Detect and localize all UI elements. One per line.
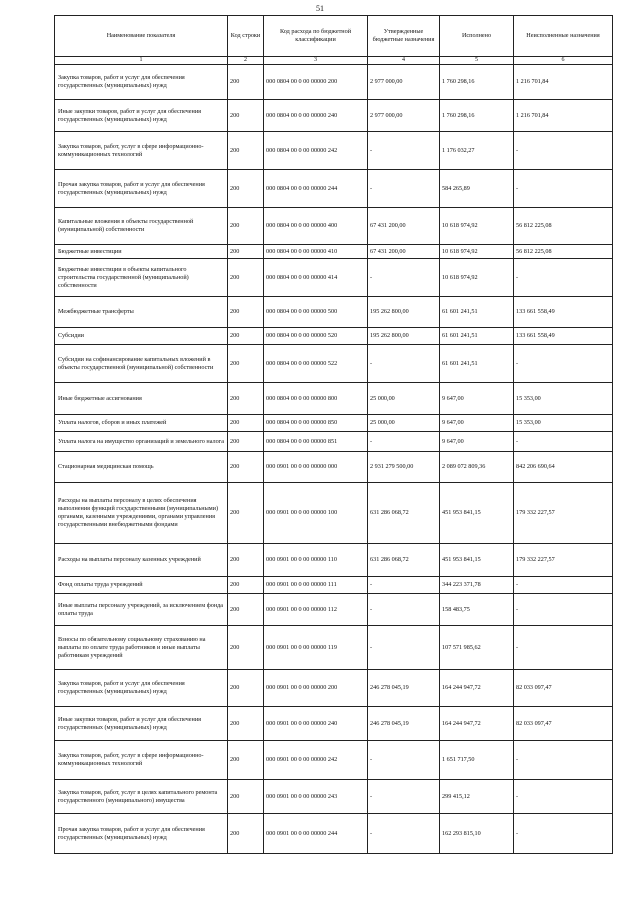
row-executed: 162 293 815,10 [440, 814, 514, 854]
row-name: Иные бюджетные ассигнования [55, 383, 228, 415]
row-remaining: 842 206 690,64 [514, 452, 613, 483]
table-row [55, 594, 613, 626]
column-number: 2 [228, 57, 264, 65]
table-row [55, 814, 613, 854]
row-budget-code: 000 0901 00 0 00 00000 243 [264, 780, 368, 814]
table-row [55, 670, 613, 707]
row-executed: 10 618 974,92 [440, 245, 514, 259]
row-line-code: 200 [228, 452, 264, 483]
table-row [55, 245, 613, 259]
table-row [55, 100, 613, 132]
row-approved: 246 278 045,19 [368, 670, 440, 707]
table-row [55, 741, 613, 780]
row-budget-code: 000 0804 00 0 00 00000 242 [264, 132, 368, 170]
row-remaining: - [514, 170, 613, 208]
row-name: Уплата налога на имущество организаций и земельного налога [55, 432, 228, 452]
row-executed: 1 760 298,16 [440, 65, 514, 100]
table-row [55, 483, 613, 544]
row-approved: - [368, 170, 440, 208]
row-executed: 158 483,75 [440, 594, 514, 626]
row-line-code: 200 [228, 483, 264, 544]
row-name: Капитальные вложения в объекты государственной (муниципальной) собственности [55, 208, 228, 245]
row-budget-code: 000 0804 00 0 00 00000 851 [264, 432, 368, 452]
row-line-code: 200 [228, 594, 264, 626]
row-line-code: 200 [228, 432, 264, 452]
row-name: Закупка товаров, работ, услуг в целях капитального ремонта государственного (муниципального) имущества [55, 780, 228, 814]
table-row [55, 432, 613, 452]
column-header-approved: Утвержденные бюджетные назначения [368, 16, 440, 57]
row-remaining: 179 332 227,57 [514, 483, 613, 544]
row-budget-code: 000 0901 00 0 00 00000 244 [264, 814, 368, 854]
row-approved: 67 431 200,00 [368, 245, 440, 259]
table-row [55, 297, 613, 328]
row-approved: 631 286 068,72 [368, 483, 440, 544]
row-line-code: 200 [228, 741, 264, 780]
row-budget-code: 000 0804 00 0 00 00000 850 [264, 415, 368, 432]
row-remaining: 133 661 558,49 [514, 297, 613, 328]
row-name: Взносы по обязательному социальному страхованию на выплаты по оплате труда работников и иные выплаты работникам учреждений [55, 626, 228, 670]
row-approved: - [368, 626, 440, 670]
row-budget-code: 000 0901 00 0 00 00000 110 [264, 544, 368, 577]
row-line-code: 200 [228, 577, 264, 594]
row-executed: 61 601 241,51 [440, 297, 514, 328]
row-budget-code: 000 0804 00 0 00 00000 414 [264, 259, 368, 297]
column-number: 1 [55, 57, 228, 65]
row-line-code: 200 [228, 670, 264, 707]
row-executed: 451 953 841,15 [440, 544, 514, 577]
row-budget-code: 000 0804 00 0 00 00000 520 [264, 328, 368, 345]
table-row [55, 328, 613, 345]
column-header-remaining: Неисполненные назначения [514, 16, 613, 57]
row-approved: 67 431 200,00 [368, 208, 440, 245]
row-approved: 25 000,00 [368, 383, 440, 415]
row-approved: - [368, 432, 440, 452]
budget-execution-table [54, 15, 613, 854]
row-approved: 195 262 800,00 [368, 297, 440, 328]
row-budget-code: 000 0804 00 0 00 00000 244 [264, 170, 368, 208]
row-name: Уплата налогов, сборов и иных платежей [55, 415, 228, 432]
row-name: Фонд оплаты труда учреждений [55, 577, 228, 594]
row-budget-code: 000 0901 00 0 00 00000 200 [264, 670, 368, 707]
row-remaining: 15 353,00 [514, 415, 613, 432]
row-remaining: - [514, 814, 613, 854]
row-name: Прочая закупка товаров, работ и услуг для обеспечения государственных (муниципальных) нужд [55, 170, 228, 208]
column-header-executed: Исполнено [440, 16, 514, 57]
row-executed: 344 223 371,78 [440, 577, 514, 594]
row-line-code: 200 [228, 208, 264, 245]
row-remaining: 179 332 227,57 [514, 544, 613, 577]
table-row [55, 132, 613, 170]
row-line-code: 200 [228, 170, 264, 208]
row-name: Субсидии [55, 328, 228, 345]
column-number: 6 [514, 57, 613, 65]
row-line-code: 200 [228, 814, 264, 854]
column-number: 5 [440, 57, 514, 65]
row-budget-code: 000 0804 00 0 00 00000 500 [264, 297, 368, 328]
table-row [55, 170, 613, 208]
row-remaining: - [514, 626, 613, 670]
row-budget-code: 000 0901 00 0 00 00000 111 [264, 577, 368, 594]
row-line-code: 200 [228, 259, 264, 297]
table-row [55, 707, 613, 741]
row-executed: 1 176 032,27 [440, 132, 514, 170]
row-approved: - [368, 132, 440, 170]
column-number: 4 [368, 57, 440, 65]
row-budget-code: 000 0901 00 0 00 00000 100 [264, 483, 368, 544]
row-remaining: - [514, 259, 613, 297]
row-line-code: 200 [228, 415, 264, 432]
row-budget-code: 000 0804 00 0 00 00000 522 [264, 345, 368, 383]
row-approved: 2 977 000,00 [368, 65, 440, 100]
row-remaining: 15 353,00 [514, 383, 613, 415]
row-name: Закупка товаров, работ и услуг для обеспечения государственных (муниципальных) нужд [55, 65, 228, 100]
row-name: Иные выплаты персоналу учреждений, за исключением фонда оплаты труда [55, 594, 228, 626]
row-executed: 10 618 974,92 [440, 208, 514, 245]
row-name: Межбюджетные трансферты [55, 297, 228, 328]
row-approved: 631 286 068,72 [368, 544, 440, 577]
row-approved: - [368, 259, 440, 297]
row-remaining: - [514, 432, 613, 452]
column-number: 3 [264, 57, 368, 65]
row-remaining: 1 216 701,84 [514, 65, 613, 100]
row-line-code: 200 [228, 707, 264, 741]
row-remaining: - [514, 577, 613, 594]
column-header-budget-code: Код расхода по бюджетной классификации [264, 16, 368, 57]
row-budget-code: 000 0901 00 0 00 00000 119 [264, 626, 368, 670]
row-executed: 299 415,12 [440, 780, 514, 814]
row-line-code: 200 [228, 383, 264, 415]
page-number: 51 [316, 4, 324, 13]
column-number-row [55, 57, 613, 65]
row-line-code: 200 [228, 100, 264, 132]
row-name: Иные закупки товаров, работ и услуг для обеспечения государственных (муниципальных) нужд [55, 707, 228, 741]
row-line-code: 200 [228, 65, 264, 100]
row-executed: 164 244 947,72 [440, 670, 514, 707]
row-approved: - [368, 345, 440, 383]
row-approved: - [368, 780, 440, 814]
row-executed: 61 601 241,51 [440, 328, 514, 345]
row-approved: 2 931 279 500,00 [368, 452, 440, 483]
table-row [55, 208, 613, 245]
row-remaining: 82 033 097,47 [514, 707, 613, 741]
table-row [55, 780, 613, 814]
row-line-code: 200 [228, 780, 264, 814]
row-name: Прочая закупка товаров, работ и услуг для обеспечения государственных (муниципальных) нужд [55, 814, 228, 854]
row-remaining: - [514, 345, 613, 383]
row-budget-code: 000 0804 00 0 00 00000 200 [264, 65, 368, 100]
row-executed: 1 651 717,50 [440, 741, 514, 780]
table-row [55, 415, 613, 432]
row-executed: 164 244 947,72 [440, 707, 514, 741]
row-executed: 584 265,89 [440, 170, 514, 208]
row-executed: 2 089 072 809,36 [440, 452, 514, 483]
table-row [55, 383, 613, 415]
row-budget-code: 000 0901 00 0 00 00000 000 [264, 452, 368, 483]
row-remaining: - [514, 594, 613, 626]
row-remaining: 1 216 701,84 [514, 100, 613, 132]
table-row [55, 345, 613, 383]
row-executed: 1 760 298,16 [440, 100, 514, 132]
header-row [55, 16, 613, 57]
row-executed: 107 571 985,62 [440, 626, 514, 670]
row-name: Закупка товаров, работ, услуг в сфере информационно-коммуникационных технологий [55, 741, 228, 780]
row-line-code: 200 [228, 132, 264, 170]
row-budget-code: 000 0804 00 0 00 00000 410 [264, 245, 368, 259]
column-header-indicator: Наименование показателя [55, 16, 228, 57]
row-line-code: 200 [228, 245, 264, 259]
row-line-code: 200 [228, 626, 264, 670]
row-budget-code: 000 0901 00 0 00 00000 242 [264, 741, 368, 780]
column-header-line-code: Код строки [228, 16, 264, 57]
row-budget-code: 000 0804 00 0 00 00000 800 [264, 383, 368, 415]
row-line-code: 200 [228, 328, 264, 345]
table-row [55, 65, 613, 100]
row-approved: - [368, 814, 440, 854]
row-name: Иные закупки товаров, работ и услуг для обеспечения государственных (муниципальных) нужд [55, 100, 228, 132]
row-name: Закупка товаров, работ и услуг для обеспечения государственных (муниципальных) нужд [55, 670, 228, 707]
row-remaining: 82 033 097,47 [514, 670, 613, 707]
table-row [55, 259, 613, 297]
row-budget-code: 000 0804 00 0 00 00000 400 [264, 208, 368, 245]
row-budget-code: 000 0901 00 0 00 00000 112 [264, 594, 368, 626]
row-executed: 10 618 974,92 [440, 259, 514, 297]
row-budget-code: 000 0804 00 0 00 00000 240 [264, 100, 368, 132]
row-line-code: 200 [228, 544, 264, 577]
row-executed: 451 953 841,15 [440, 483, 514, 544]
row-remaining: - [514, 132, 613, 170]
row-remaining: 133 661 558,49 [514, 328, 613, 345]
row-executed: 61 601 241,51 [440, 345, 514, 383]
row-name: Субсидии на софинансирование капитальных вложений в объекты государственной (муниципальной) собственности [55, 345, 228, 383]
row-executed: 9 647,00 [440, 383, 514, 415]
row-remaining: - [514, 741, 613, 780]
row-executed: 9 647,00 [440, 432, 514, 452]
row-executed: 9 647,00 [440, 415, 514, 432]
row-line-code: 200 [228, 297, 264, 328]
row-approved: 195 262 800,00 [368, 328, 440, 345]
row-name: Бюджетные инвестиции [55, 245, 228, 259]
row-approved: - [368, 577, 440, 594]
row-approved: 2 977 000,00 [368, 100, 440, 132]
row-approved: - [368, 741, 440, 780]
row-approved: 246 278 045,19 [368, 707, 440, 741]
row-name: Расходы на выплаты персоналу казенных учреждений [55, 544, 228, 577]
table-row [55, 626, 613, 670]
row-remaining: 56 812 225,08 [514, 245, 613, 259]
table-row [55, 452, 613, 483]
table-row [55, 577, 613, 594]
row-name: Бюджетные инвестиции в объекты капитального строительства государственной (муниципальной) собственности [55, 259, 228, 297]
row-remaining: - [514, 780, 613, 814]
table-row [55, 544, 613, 577]
row-approved: - [368, 594, 440, 626]
row-line-code: 200 [228, 345, 264, 383]
row-approved: 25 000,00 [368, 415, 440, 432]
row-name: Закупка товаров, работ, услуг в сфере информационно-коммуникационных технологий [55, 132, 228, 170]
row-name: Расходы на выплаты персоналу в целях обеспечения выполнения функций государственными (муниципальными) органами, казенными учреждениями, органами управления государственными внебюджетными фондами [55, 483, 228, 544]
row-name: Стационарная медицинская помощь [55, 452, 228, 483]
row-remaining: 56 812 225,08 [514, 208, 613, 245]
row-budget-code: 000 0901 00 0 00 00000 240 [264, 707, 368, 741]
